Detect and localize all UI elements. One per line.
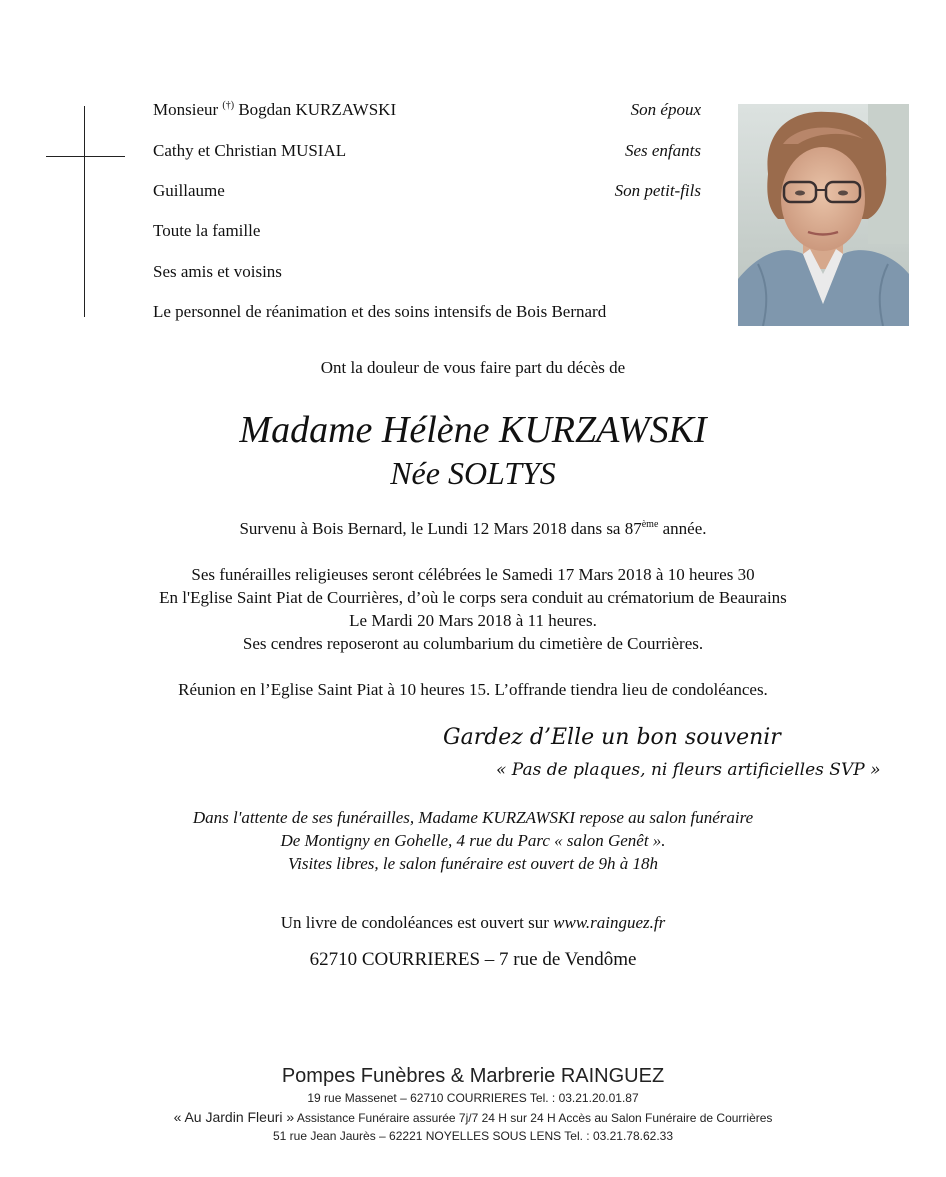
death-notice: Survenu à Bois Bernard, le Lundi 12 Mars 2018 dans sa 87ème année. [239,519,707,538]
family-name: Ses amis et voisins [153,262,282,281]
family-row [153,141,701,163]
company-address: 19 rue Massenet – 62710 COURRIERES Tel. : 03.21.20.01.87 [307,1091,639,1105]
family-relation: Son petit-fils [614,181,701,200]
family-row [153,181,701,203]
family-row [153,100,701,122]
salon-line: Visites libres, le salon funéraire est ouvert de 9h à 18h [287,854,658,873]
souvenir-text: Gardez d’Elle un bon souvenir [443,725,781,750]
funeral-line: Ses funérailles religieuses seront célébrées le Samedi 17 Mars 2018 à 10 heures 30 [191,565,755,584]
portrait-photo [738,104,909,326]
salon-line: De Montigny en Gohelle, 4 rue du Parc « salon Genêt ». [280,831,666,850]
family-name: Guillaume [153,181,225,200]
family-name: Monsieur (†) Bogdan KURZAWSKI [153,100,397,119]
website-link[interactable]: www.rainguez.fr [553,913,666,932]
family-row [153,221,701,243]
reunion-text: Réunion en l’Eglise Saint Piat à 10 heures 15. L’offrande tiendra lieu de condoléances. [178,680,768,699]
deceased-name: Madame Hélène KURZAWSKI [239,409,707,451]
family-name: Toute la famille [153,221,261,240]
funeral-line: Le Mardi 20 Mars 2018 à 11 heures. [349,611,597,630]
ordinal-suffix: ème [641,519,659,530]
announcement: Ont la douleur de vous faire part du décès de [320,358,626,377]
family-row [153,302,701,324]
family-relation: Son époux [630,100,701,119]
garden-services: Assistance Funéraire assurée 7j/7 24 H sur 24 H Accès au Salon Funéraire de Courrières [294,1111,773,1125]
family-relation: Ses enfants [624,141,701,160]
funeral-line: Ses cendres reposeront au columbarium du cimetière de Courrières. [242,634,704,653]
family-name: Cathy et Christian MUSIAL [153,141,347,160]
address-line: 62710 COURRIERES – 7 rue de Vendôme [309,949,637,970]
deceased-mark: (†) [222,100,235,111]
garden-name: « Au Jardin Fleuri » [173,1109,295,1125]
funeral-line: En l'Eglise Saint Piat de Courrières, d’où le corps sera conduit au crématorium de Beaurains [159,588,787,607]
maiden-name: Née SOLTYS [390,455,556,491]
family-row [153,262,701,284]
no-flowers-text: « Pas de plaques, ni fleurs artificielles SVP » [496,760,881,780]
family-name: Le personnel de réanimation et des soins intensifs de Bois Bernard [153,302,607,321]
garden-line [0,1109,946,1127]
cross-horizontal-bar [46,156,125,157]
garden-address: 51 rue Jean Jaurès – 62221 NOYELLES SOUS LENS Tel. : 03.21.78.62.33 [272,1129,674,1143]
company-name: Pompes Funèbres & Marbrerie RAINGUEZ [281,1065,665,1087]
salon-line: Dans l'attente de ses funérailles, Madame KURZAWSKI repose au salon funéraire [192,808,754,827]
condolences-line: Un livre de condoléances est ouvert sur www.rainguez.fr [280,913,666,932]
cross-vertical-bar [84,106,85,317]
